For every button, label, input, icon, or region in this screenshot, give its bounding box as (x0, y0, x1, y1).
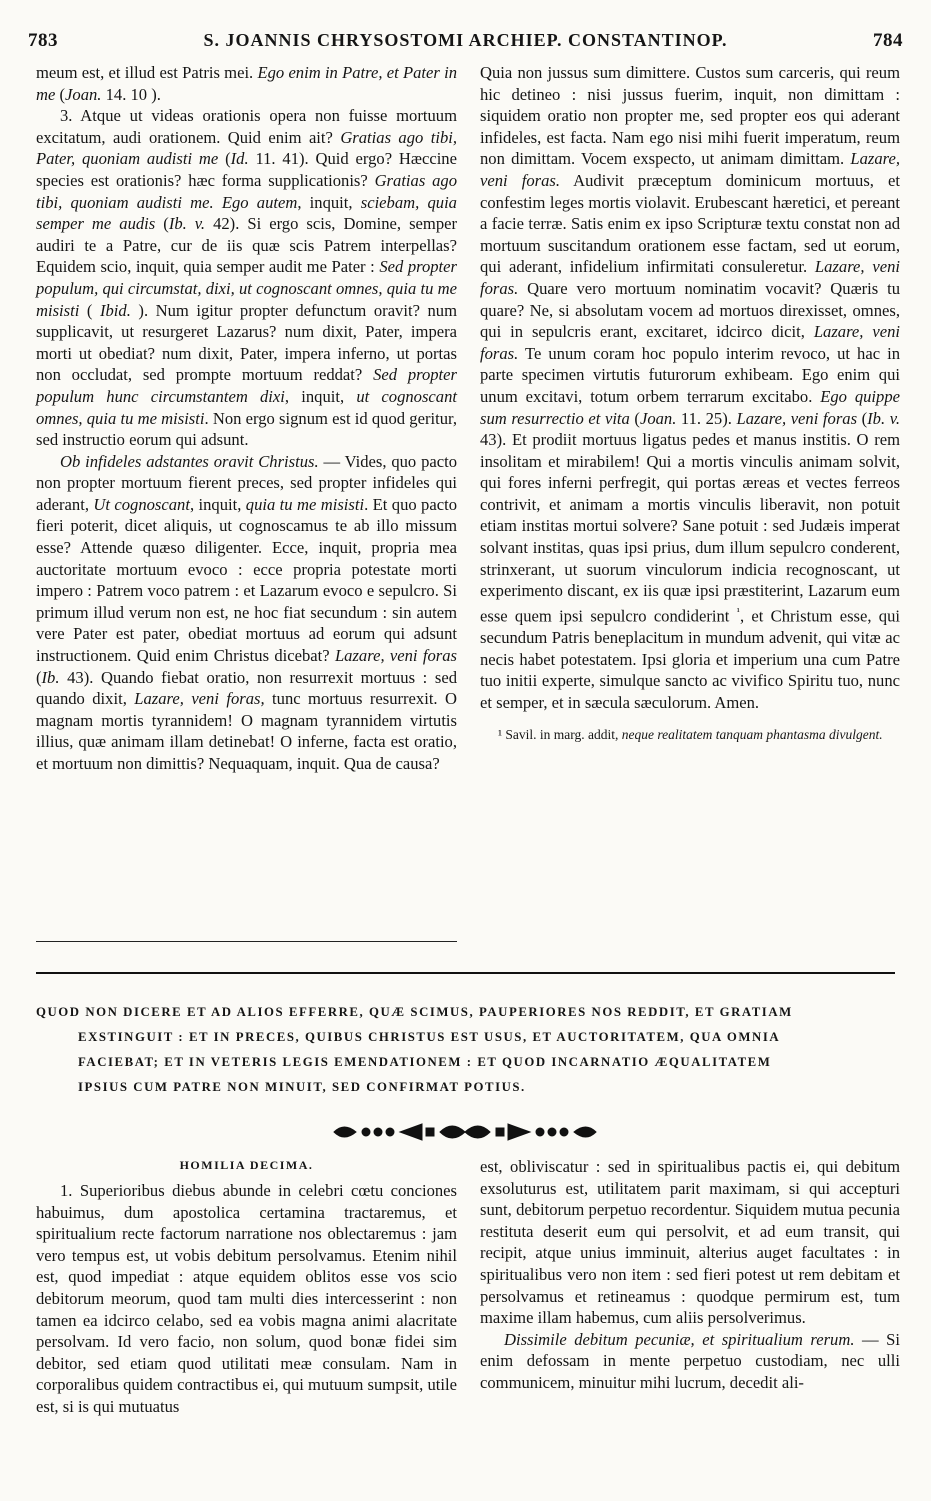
italic-text: Ego quippe sum resurrectio et vita (480, 386, 900, 428)
text-run: ( (629, 408, 640, 428)
page-number-left: 783 (28, 30, 58, 51)
text-run: , inquit, (297, 192, 361, 212)
italic-text: Lazare, veni foras. (480, 149, 900, 190)
text-run: meum est, et illud est Patris mei. (36, 63, 258, 82)
italic-text: Ob infideles adstantes oravit Christus. (60, 451, 319, 471)
text-run: 11. 41). Quid ergo? Hæccine species est orationis? hæc forma supplicationis? (36, 149, 457, 190)
italic-text: Gratias ago tibi, quoniam audisti me. Ego autem (36, 170, 457, 212)
text-run: 1. Superioribus diebus abunde in celebri cœtu conciones habuimus, dum apostolica certamina tractaremus, et spiritualium recte factorum narratione nos oblectaremus : jam vero tempus est, ut vobis debitum persolvamus. Etenim nihil est, quod impediat : atque equidem oblitos esse vos scio debitorum meorum, quod tam multi dies intercesserint : non tamen ea idcirco celabo, sed ea vobis magna animi alacritate persolvam. Id vero facio, non solum, quod bonæ fidei sim debitor, sed etiam quod utilitati meæ consulam. Nam in corporalibus quidem contractibus ei, qui mutuum sumpsit, utile est, si is qui mutuatus (36, 1181, 457, 1416)
text-run: ( (218, 149, 231, 169)
italic-text: Ib. (41, 667, 60, 687)
paragraph (480, 1156, 900, 1329)
italic-text: Lazare, veni foras. (480, 257, 901, 298)
text-run: Quia non jussus sum dimittere. Custos sum carceris, qui reum hic detineo : nisi jussus fuerim, inquit, non dimittam : siquidem oratio non propter me, sed propter eos qui aderant infideles, est facta. Nam ego nisi mihi fuerit imperatum, reum non dimittam. Vocem exspecto, ut animam dimittam. (480, 63, 900, 169)
italic-text: Sed propter populum hunc circumstantem dixi (36, 365, 457, 406)
text-run: . Non ergo signum est id quod geritur, sed instructio eorum qui adsunt. (36, 408, 457, 450)
italic-text: Id. (230, 149, 249, 169)
homily-argument (36, 1000, 896, 1100)
footnote (480, 727, 900, 743)
text-run: ( (55, 84, 66, 104)
argument-line: EXSTINGUIT : ET IN PRECES, QUIBUS CHRISTUS EST USUS, ET AUCTORITATEM, QUA OMNIA (78, 1030, 781, 1044)
text-run: 14. 10 ). (101, 84, 161, 104)
column-right-bottom (480, 1156, 900, 1394)
italic-text: Lazare, veni foras, (134, 689, 265, 709)
italic-text: Lazare, veni foras (334, 646, 457, 666)
text-run: Audivit præceptum dominicum mortuus, et confestim leges mortis violavit. Erubescant hæretici, et pereant a facie terræ. Satis enim ex ipso Scripturæ textu constat non ad mortuum suscitandum orationem esse factam, sed ut eorum, qui aderant, infidelium infirmitati consuleretur. (480, 170, 900, 277)
italic-text: quia tu me misisti (245, 494, 365, 514)
running-header (28, 30, 903, 62)
italic-text: Ibid. (99, 300, 131, 320)
argument-line: IPSIUS CUM PATRE NON MINUIT, SED CONFIRMAT POTIUS. (78, 1080, 526, 1094)
text-run: ). Num igitur propter defunctum oravit? num supplicavit, ut resurgeret Lazarus? num dixit, Pater, impera morti ut obediat? num dixit, Pater, impera inferno, ut portas non occludat, sed prompte mortuum reddat? (36, 300, 457, 385)
italic-text: Ib. v. (168, 214, 206, 234)
text-run: ( (79, 300, 100, 320)
text-run: 43). Et prodiit mortuus ligatus pedes et manus institis. O rem insolitam et mirabilem! Qui a mortis vinculis animam solvit, qui fores inferni perfregit, qui portas æreas et vectes ferreos contrivit, et animam a mortis vinculis liberavit, non potuit etiam institas mortui solvere? Sane potuit : sed Judæis imperat solvant institas, quas ipsi prius, dum illum sepulcro conderent, strinxerant, ut suorum vinculorum indicia recognoscant, ut experimento discant, ex iis quæ ipsi præstiterint, Lazarum eum esse quem ipsi sepulcro condiderint (480, 430, 900, 626)
italic-text: Sed propter populum, qui circumstat, dixi, ut cognoscant omnes, quia tu me misisti (36, 257, 457, 320)
text-run: , inquit, (284, 386, 357, 406)
text-run: 3. Atque ut videas orationis opera non fuisse mortuum excitatum, audi orationem. Quid enim ait? (36, 106, 457, 147)
italic-text: Gratias ago tibi, Pater, quoniam audisti me (36, 127, 457, 169)
italic-text: Joan. (639, 408, 677, 428)
text-run: ¹ Savil. in marg. addit, (498, 727, 622, 743)
column-right-top (480, 62, 900, 743)
paragraph (36, 62, 457, 105)
italic-text: Ib. v. (867, 408, 900, 428)
text-run: Te unum coram hoc populo interim revoco, ut hac in parte specimen virtutis futurorum exhibeam. Ego enim qui unum excitavi, totum orbem terrarum excitabo. (480, 343, 900, 406)
text-run: ( (155, 214, 169, 234)
paragraph (480, 62, 900, 713)
footnote-marker: ¹ (736, 605, 740, 618)
text-run: — Vides, quo pacto non propter mortuum fierent preces, sed propter infideles qui aderant, (36, 451, 457, 514)
italic-text: Dissimile debitum pecuniæ, et spiritualium rerum. (504, 1329, 855, 1349)
paragraph (480, 1329, 900, 1394)
argument-line: FACIEBAT; ET IN VETERIS LEGIS EMENDATIONEM : ET QUOD INCARNATIO ÆQUALITATEM (78, 1055, 772, 1069)
text-run: , et Christum esse, qui secundum Patris beneplacitum in mundum advenit, qui vitæ ac necis habet potestatem. Ipsi gloria et imperium una cum Patre tuo initii experte, simulque sancto ac vivifico Spiritu tuo, nunc et semper, et in sæcula sæculorum. Amen. (480, 606, 900, 712)
argument-line: QUOD NON DICERE ET AD ALIOS EFFERRE, QUÆ SCIMUS, PAUPERIORES NOS REDDIT, ET GRATIAM (36, 1005, 793, 1019)
text-run: ( (36, 667, 42, 687)
text-run: tunc mortuus resurrexit. O magnam mortis tyrannidem! O magnam tyrannidem virtutis illius, quæ animam illam detinebat! O inferne, facta est oratio, et mortuum non dimittis? Nequaquam, inquit. Qua de causa? (36, 689, 457, 773)
paragraph (36, 451, 457, 775)
text-run: 43). Quando fiebat oratio, non resurrexit mortuus : sed quando dixit, (36, 667, 457, 709)
homily-title: HOMILIA DECIMA. (179, 1158, 314, 1172)
running-title: S. JOANNIS CHRYSOSTOMI ARCHIEP. CONSTANTINOP. (203, 30, 728, 50)
text-run: 42). Si ergo scis, Domine, semper audiri te a Patre, cur de iis quæ scis Patrem interpellas? Equidem scio, inquit, quia semper audit me Pater : (36, 214, 458, 277)
italic-text: Lazare, veni foras. (480, 322, 901, 363)
italic-text: Ut cognoscant (93, 494, 190, 514)
column-left-top (36, 62, 457, 775)
paragraph (36, 105, 457, 451)
italic-text: Ego enim in Patre, et Pater in me (36, 63, 457, 104)
paragraph (36, 1180, 457, 1418)
page-number-right: 784 (872, 30, 903, 51)
italic-text: sciebam, quia semper me audis (36, 192, 457, 234)
italic-text: Lazare, veni foras (736, 408, 858, 428)
text-run: Quare vero mortuum nominatim vocavit? Quæris tu quare? Ne, si absolutam vocem ad mortuos direxisset, omnes, qui in sepulcris erant, excitaret, idcirco dicit, (480, 278, 900, 342)
text-run: ( (857, 408, 868, 428)
italic-text: neque realitatem tanquam phantasma divulgent. (621, 727, 883, 743)
text-run: 11. 25). (676, 408, 737, 428)
italic-text: ut cognoscant omnes, quia tu me misisti (36, 386, 457, 428)
text-run: . Et quo pacto fieri poterit, dicet aliquis, ut cognoscamus te ab illo missum esse? Attende quæso diligenter. Ecce, inquit, propria mea auctoritate mortuum evoco : ecce propria potestate morti impero : Patrem voco patrem : et Lazarum evoco e sepulcro. Si primum illud verum non est, ne hoc fiat secundum : sin autem vere Pater est pater, obediat mortuus ad eorum qui adsunt instructionem. Quid enim Christus dicebat? (36, 494, 457, 666)
text-run: , inquit, (189, 494, 246, 514)
italic-text: Joan. (65, 84, 102, 104)
section-divider (36, 972, 895, 974)
column-rule (36, 941, 457, 942)
ornament-icon (330, 1120, 600, 1144)
text-run: — Si enim defossam in mente perpetuo custodiam, nec ulli communicem, minuitur mihi lucrum, decedit ali- (480, 1329, 901, 1392)
text-run: est, obliviscatur : sed in spiritualibus pactis ei, qui debitum exsoluturus est, utilitatem parit maximam, si qui accepturi sunt, debitorum perpetuo recordentur. Siquidem mutua pecunia restituta deserit eum qui persolvit, et ad eum transit, qui recipit, atque unius imminuit, alterius auget facultates : in spiritualibus vero non item : sed fieri potest ut rem debitam et persolvamus et retineamus : quodque permirum est, tum maxime illam habemus, cum aliis persolverimus. (480, 1157, 900, 1328)
column-left-bottom (36, 1180, 457, 1418)
